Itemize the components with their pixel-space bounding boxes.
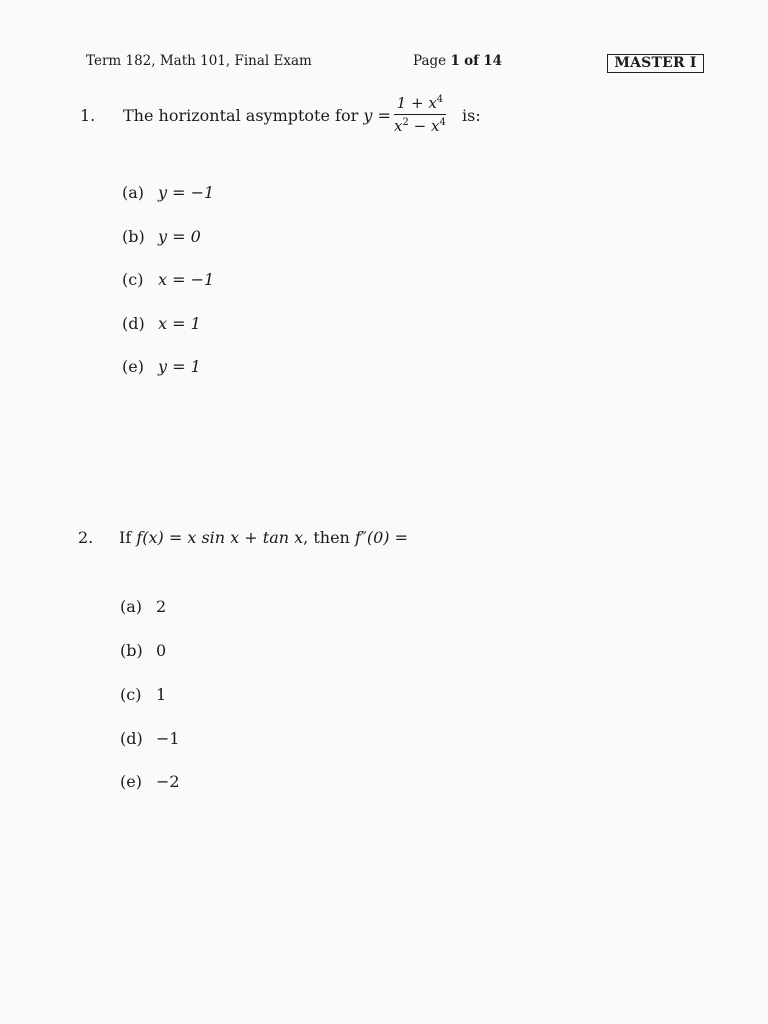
question-2-stem xyxy=(119,528,408,547)
fraction-denominator: $x^2 - x^4$ xyxy=(394,117,446,135)
question-1-number: 1. xyxy=(80,106,96,125)
question-1-option-a: (a) y = −1 xyxy=(122,183,215,202)
question-1-text: The horizontal asymptote for xyxy=(123,106,359,125)
question-1-lhs-var: y xyxy=(363,106,373,125)
fraction-numerator: $1 + x^4$ xyxy=(396,94,444,112)
page-total: 14 xyxy=(483,53,503,69)
question-1-option-c: (c) x = −1 xyxy=(122,270,215,289)
question-2-then: , then xyxy=(303,528,350,547)
question-1-option-d: (d) x = 1 xyxy=(122,314,201,333)
question-2-option-b: (b) 0 xyxy=(120,641,167,660)
question-2-option-e: (e) −2 xyxy=(120,772,180,791)
version-box: MASTER I xyxy=(607,54,704,73)
page-current: 1 xyxy=(450,53,460,69)
question-2-option-a: (a) 2 xyxy=(120,597,167,616)
question-2-number: 2. xyxy=(78,528,94,547)
question-1-fraction xyxy=(394,94,446,135)
question-1-suffix: is: xyxy=(462,106,481,125)
question-1-option-b: (b) y = 0 xyxy=(122,227,201,246)
question-2-if: If xyxy=(119,528,132,547)
question-2-target: f″(0) = xyxy=(354,528,409,547)
page-of: of xyxy=(464,53,479,69)
page-indicator xyxy=(413,53,502,69)
question-1-stem xyxy=(123,106,391,125)
exam-header-title: Term 182, Math 101, Final Exam xyxy=(86,53,312,69)
question-1-equals: = xyxy=(377,106,391,125)
question-2-option-d: (d) −1 xyxy=(120,729,180,748)
page-prefix: Page xyxy=(413,53,447,69)
question-2-option-c: (c) 1 xyxy=(120,685,167,704)
question-1-option-e: (e) y = 1 xyxy=(122,357,201,376)
question-2-function: f(x) = x sin x + tan x xyxy=(136,528,304,547)
